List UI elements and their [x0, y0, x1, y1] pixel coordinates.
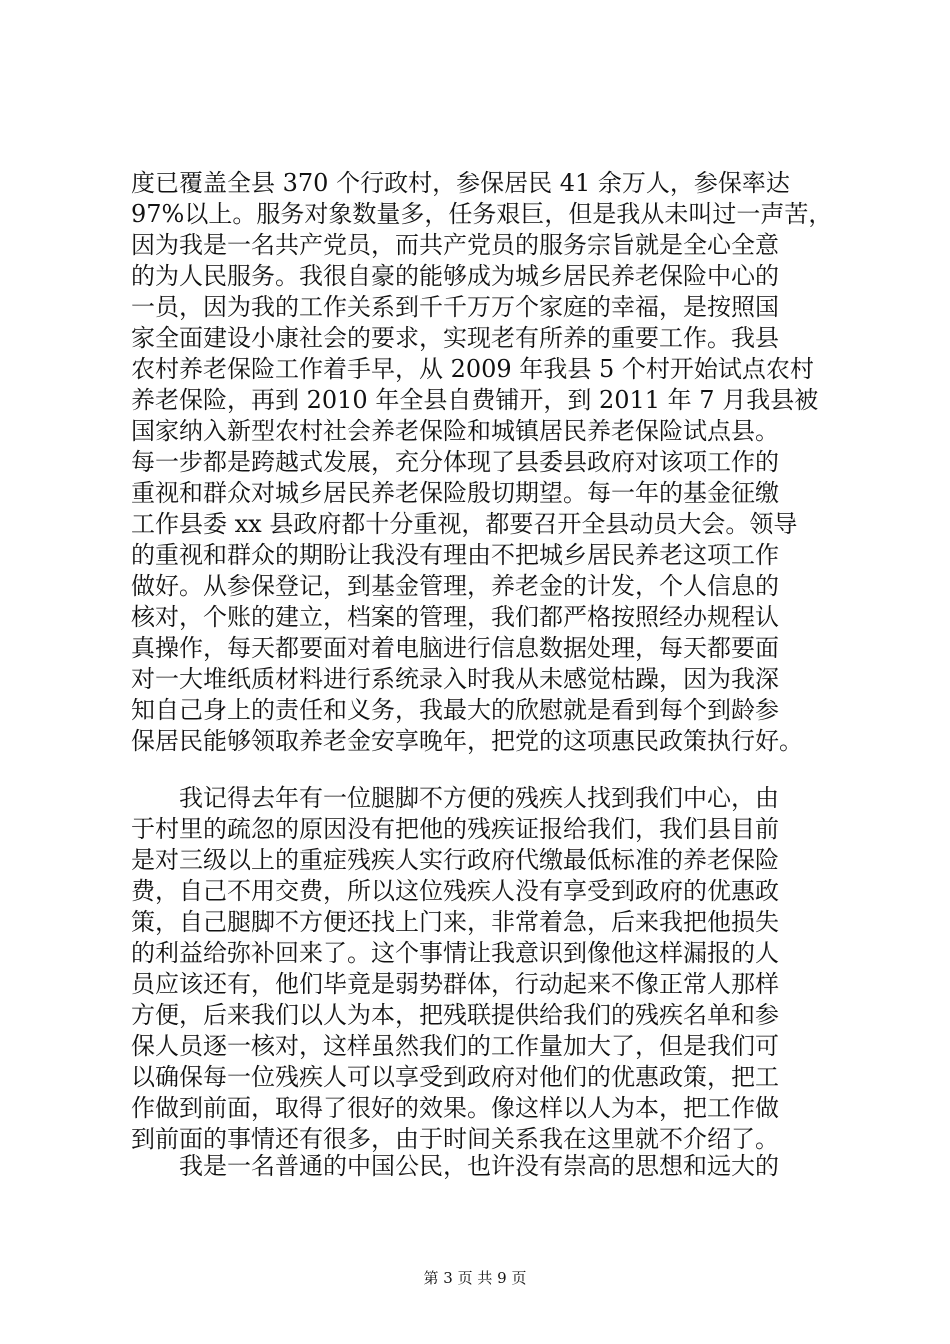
paragraph-2: [131, 783, 831, 1155]
text-line: 真操作，每天都要面对着电脑进行信息数据处理，每天都要面: [131, 634, 779, 662]
paragraph-1: [131, 168, 831, 757]
text-line: 保人员逐一核对，这样虽然我们的工作量加大了，但是我们可: [131, 1032, 779, 1060]
text-line: 员应该还有，他们毕竟是弱势群体，行动起来不像正常人那样: [131, 970, 779, 998]
text-line: 97%以上。服务对象数量多，任务艰巨，但是我从未叫过一声苦，: [131, 200, 833, 228]
text-line: 对一大堆纸质材料进行系统录入时我从未感觉枯躁，因为我深: [131, 665, 779, 693]
text-line: 策，自己腿脚不方便还找上门来，非常着急，后来我把他损失: [131, 908, 779, 936]
text-line: 作做到前面，取得了很好的效果。像这样以人为本，把工作做: [131, 1094, 779, 1122]
text-line: 核对，个账的建立，档案的管理，我们都严格按照经办规程认: [131, 603, 779, 631]
text-line: 方便，后来我们以人为本，把残联提供给我们的残疾名单和参: [131, 1001, 779, 1029]
text-line: 的重视和群众的期盼让我没有理由不把城乡居民养老这项工作: [131, 541, 779, 569]
page-footer: [0, 1268, 950, 1288]
text-line: 费，自己不用交费，所以这位残疾人没有享受到政府的优惠政: [131, 877, 779, 905]
text-line: 保居民能够领取养老金安享晚年，把党的这项惠民政策执行好。: [131, 727, 803, 755]
text-line: 我记得去年有一位腿脚不方便的残疾人找到我们中心，由: [179, 784, 779, 812]
text-line: 是对三级以上的重症残疾人实行政府代缴最低标准的养老保险: [131, 846, 779, 874]
text-line: 的为人民服务。我很自豪的能够成为城乡居民养老保险中心的: [131, 262, 779, 290]
text-line: 知自己身上的责任和义务，我最大的欣慰就是看到每个到龄参: [131, 696, 779, 724]
text-line: 国家纳入新型农村社会养老保险和城镇居民养老保险试点县。: [131, 417, 779, 445]
text-line: 每一步都是跨越式发展，充分体现了县委县政府对该项工作的: [131, 448, 779, 476]
text-line: 家全面建设小康社会的要求，实现老有所养的重要工作。我县: [131, 324, 779, 352]
text-line: 于村里的疏忽的原因没有把他的残疾证报给我们，我们县目前: [131, 815, 779, 843]
text-line: 因为我是一名共产党员，而共产党员的服务宗旨就是全心全意: [131, 231, 779, 259]
text-line: 农村养老保险工作着手早，从 2009 年我县 5 个村开始试点农村: [131, 355, 814, 383]
paragraph-3: [131, 1151, 831, 1182]
text-line: 度已覆盖全县 370 个行政村，参保居民 41 余万人，参保率达: [131, 169, 790, 197]
text-line: 以确保每一位残疾人可以享受到政府对他们的优惠政策，把工: [131, 1063, 779, 1091]
text-line: 一员，因为我的工作关系到千千万万个家庭的幸福，是按照国: [131, 293, 779, 321]
text-line: 的利益给弥补回来了。这个事情让我意识到像他这样漏报的人: [131, 939, 779, 967]
text-line: 到前面的事情还有很多，由于时间关系我在这里就不介绍了。: [131, 1125, 779, 1153]
text-line: 工作县委 xx 县政府都十分重视，都要召开全县动员大会。领导: [131, 510, 798, 538]
text-line: 养老保险，再到 2010 年全县自费铺开，到 2011 年 7 月我县被: [131, 386, 819, 414]
page-number: 第 3 页 共 9 页: [423, 1269, 527, 1287]
text-line: 我是一名普通的中国公民，也许没有崇高的思想和远大的: [179, 1152, 779, 1180]
text-line: 重视和群众对城乡居民养老保险殷切期望。每一年的基金征缴: [131, 479, 779, 507]
text-line: 做好。从参保登记，到基金管理，养老金的计发，个人信息的: [131, 572, 779, 600]
